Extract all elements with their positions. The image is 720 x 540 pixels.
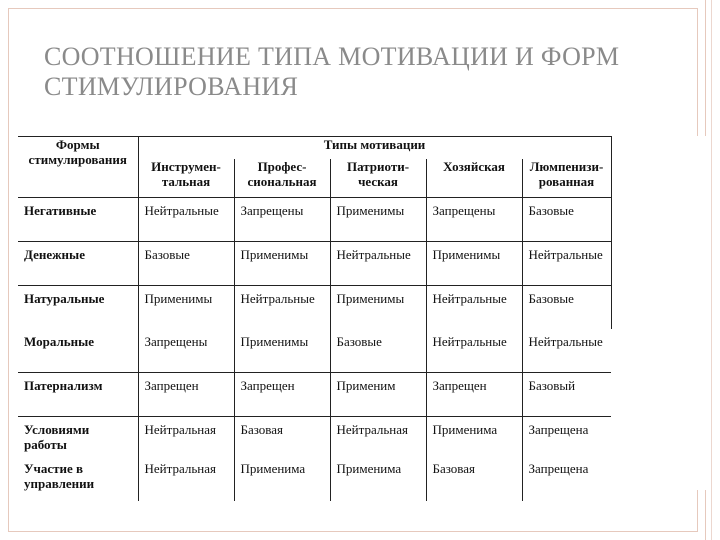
row-label: Натуральные xyxy=(18,286,138,330)
column-header: Профес-сиональная xyxy=(234,159,330,198)
column-header: Патриоти-ческая xyxy=(330,159,426,198)
column-header: Хозяйская xyxy=(426,159,522,198)
table-image xyxy=(18,136,708,490)
row-label: Патернализм xyxy=(18,373,138,417)
table-cell: Применимы xyxy=(138,286,234,330)
table-cell: Запрещена xyxy=(522,417,611,461)
table-row xyxy=(18,242,611,286)
table-cell: Нейтральные xyxy=(234,286,330,330)
table-cell: Базовый xyxy=(522,373,611,417)
table-cell: Запрещен xyxy=(234,373,330,417)
table-cell: Базовые xyxy=(522,198,611,242)
table-cell: Нейтральные xyxy=(426,329,522,373)
table-cell: Нейтральная xyxy=(138,417,234,461)
table-row xyxy=(18,460,611,501)
row-label: Денежные xyxy=(18,242,138,286)
table-cell: Применимы xyxy=(330,286,426,330)
table-cell: Нейтральная xyxy=(138,460,234,501)
table-cell: Запрещены xyxy=(138,329,234,373)
table-cell: Нейтральные xyxy=(426,286,522,330)
table-cell: Нейтральная xyxy=(330,417,426,461)
table-row xyxy=(18,198,611,242)
column-header: Инструмен-тальная xyxy=(138,159,234,198)
table-cell: Нейтральные xyxy=(330,242,426,286)
table-cell: Запрещен xyxy=(138,373,234,417)
table-cell: Базовые xyxy=(138,242,234,286)
corner-header: Формы стимулирования xyxy=(18,137,138,198)
row-label: Моральные xyxy=(24,334,95,349)
row-label: Негативные xyxy=(18,198,138,242)
group-header: Типы мотивации xyxy=(138,137,611,160)
table-cell: Применимы xyxy=(330,198,426,242)
table-cell: Применимы xyxy=(234,329,330,373)
table-cell: Базовые xyxy=(522,286,611,330)
table-cell: Базовая xyxy=(234,417,330,461)
table-cell: Применима xyxy=(234,460,330,501)
table-row xyxy=(18,373,611,417)
table-cell: Применим xyxy=(330,373,426,417)
row-label: Участие в управлении xyxy=(24,461,95,491)
table-cell: Применимы xyxy=(426,242,522,286)
table-row xyxy=(18,286,611,330)
table-cell: Запрещена xyxy=(522,460,611,501)
table-cell: Нейтральные xyxy=(138,198,234,242)
table-cell: Применима xyxy=(426,417,522,461)
table-cell: Нейтральные xyxy=(522,329,611,373)
row-label: Условиями работы xyxy=(18,417,138,461)
motivation-table xyxy=(18,136,612,501)
table-row xyxy=(18,329,611,373)
slide-title: СООТНОШЕНИЕ ТИПА МОТИВАЦИИ И ФОРМ СТИМУЛИРОВАНИЯ xyxy=(44,42,620,101)
table-cell: Применима xyxy=(330,460,426,501)
table-row xyxy=(18,417,611,461)
table-cell: Нейтральные xyxy=(522,242,611,286)
table-cell: Запрещены xyxy=(426,198,522,242)
table-cell: Запрещены xyxy=(234,198,330,242)
column-header: Люмпенизи-рованная xyxy=(522,159,611,198)
frame-line xyxy=(711,0,712,540)
table-cell: Применимы xyxy=(234,242,330,286)
table-cell: Базовая xyxy=(426,460,522,501)
table-cell: Базовые xyxy=(330,329,426,373)
table-cell: Запрещен xyxy=(426,373,522,417)
